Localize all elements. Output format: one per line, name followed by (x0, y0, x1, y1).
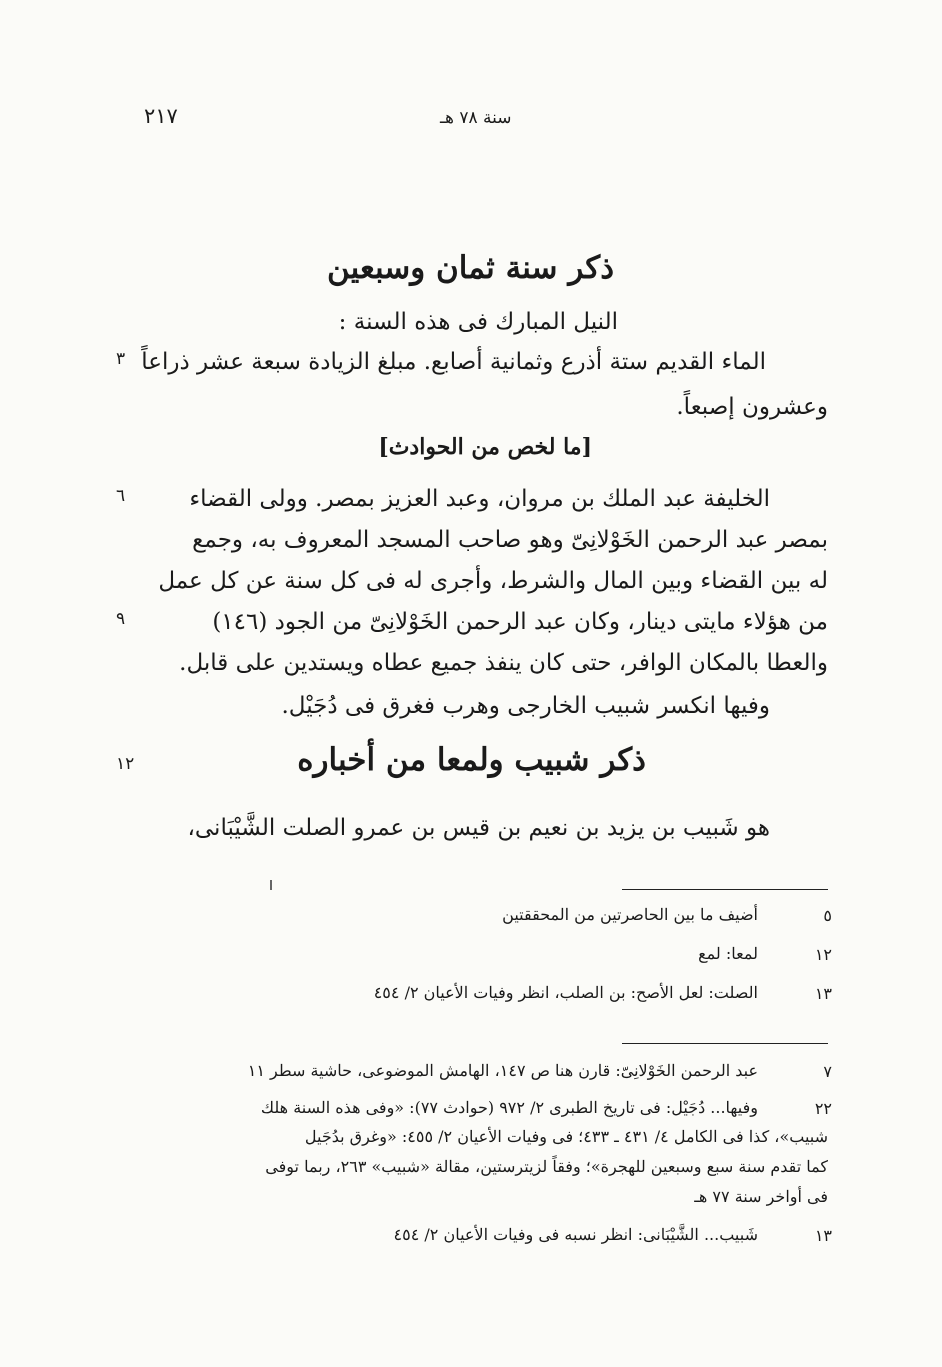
nile-line-3: وعشرون إصبعاً. (676, 394, 828, 420)
page-number: ٢١٧ (144, 104, 178, 128)
events-line-1: الخليفة عبد الملك بن مروان، وعبد العزيز بمصر. وولى القضاء (189, 486, 770, 512)
events-line-4: من هؤلاء مايتى دينار، وكان عبد الرحمن الخَوْلانِىّ من الجود (١٤٦) (212, 609, 828, 635)
events-line-6: وفيها انكسر شبيب الخارجى وهرب فغرق فى دُجَيْل. (281, 693, 770, 719)
commentary-note-text: كما تقدم سنة سبع وسبعين للهجرة»؛ وفقاً لزيترستين، مقالة «شبيب» ٢٦٣، ربما توفى (265, 1157, 828, 1176)
commentary-note-text: شَبيب... الشَّيْبَانى: انظر نسبه فى وفيات الأعيان ٢/ ٤٥٤ (393, 1225, 758, 1244)
line-number-12: ١٢ (116, 754, 135, 774)
apparatus-note-text: أضيف ما بين الحاصرتين من المحققتين (502, 905, 758, 924)
commentary-note-number: ٧ (823, 1062, 832, 1081)
apparatus-note-number: ١٣ (814, 984, 832, 1003)
commentary-note-number: ٢٢ (814, 1099, 832, 1118)
events-line-5: والعطا بالمكان الوافر، حتى كان ينفذ جميع عطاه ويستدين على قابل. (179, 650, 828, 676)
apparatus-note-text: الصلت: لعل الأصح: بن الصلب، انظر وفيات الأعيان ٢/ ٤٥٤ (373, 983, 758, 1002)
apparatus-note-text: لمعا: لمع (698, 944, 758, 963)
apparatus-note-number: ٥ (823, 906, 832, 925)
subheading-events: [ما لخص من الحوادث] (378, 434, 592, 460)
commentary-note-text: عبد الرحمن الخَوْلانِىّ: قارن هنا ص ١٤٧، الهامش الموضوعى، حاشية سطر ١١ (247, 1061, 758, 1080)
events-line-3: له بين القضاء وبين المال والشرط، وأجرى له فى كل سنة عن كل عمل (158, 568, 828, 594)
shabib-line-1: هو شَبيب بن يزيد بن نعيم بن قيس بن عمرو الصلت الشَّيْبَانى، (187, 815, 770, 841)
print-speck (270, 880, 272, 890)
line-number-9: ٩ (116, 609, 126, 629)
line-number-3: ٣ (116, 349, 126, 369)
footnote-rule-1 (622, 889, 828, 890)
apparatus-note-number: ١٢ (814, 945, 832, 964)
events-line-2: بمصر عبد الرحمن الخَوْلانِىّ وهو صاحب المسجد المعروف به، وجمع (192, 527, 828, 553)
footnote-rule-2 (622, 1043, 828, 1044)
commentary-note-text: فى أواخر سنة ٧٧ هـ (694, 1187, 828, 1206)
commentary-note-text: شبيب»، كذا فى الكامل ٤/ ٤٣١ ـ ٤٣٣؛ فى وفيات الأعيان ٢/ ٤٥٥: «وغرق بدُجَيل (304, 1127, 828, 1146)
commentary-note-number: ١٣ (814, 1226, 832, 1245)
running-title: سنة ٧٨ هـ (440, 108, 512, 128)
nile-line-1: النيل المبارك فى هذه السنة : (338, 309, 618, 335)
section-title-shabib: ذكر شبيب ولمعا من أخباره (297, 742, 646, 778)
nile-line-2: الماء القديم ستة أذرع وثمانية أصابع. مبلغ الزيادة سبعة عشر ذراعاً (141, 349, 766, 375)
section-title-year-78: ذكر سنة ثمان وسبعين (327, 250, 614, 286)
commentary-note-text: وفيها... دُجَيْل: فى تاريخ الطبرى ٢/ ٩٧٢ (حوادث ٧٧): «وفى هذه السنة هلك (260, 1098, 758, 1117)
line-number-6: ٦ (116, 486, 126, 506)
